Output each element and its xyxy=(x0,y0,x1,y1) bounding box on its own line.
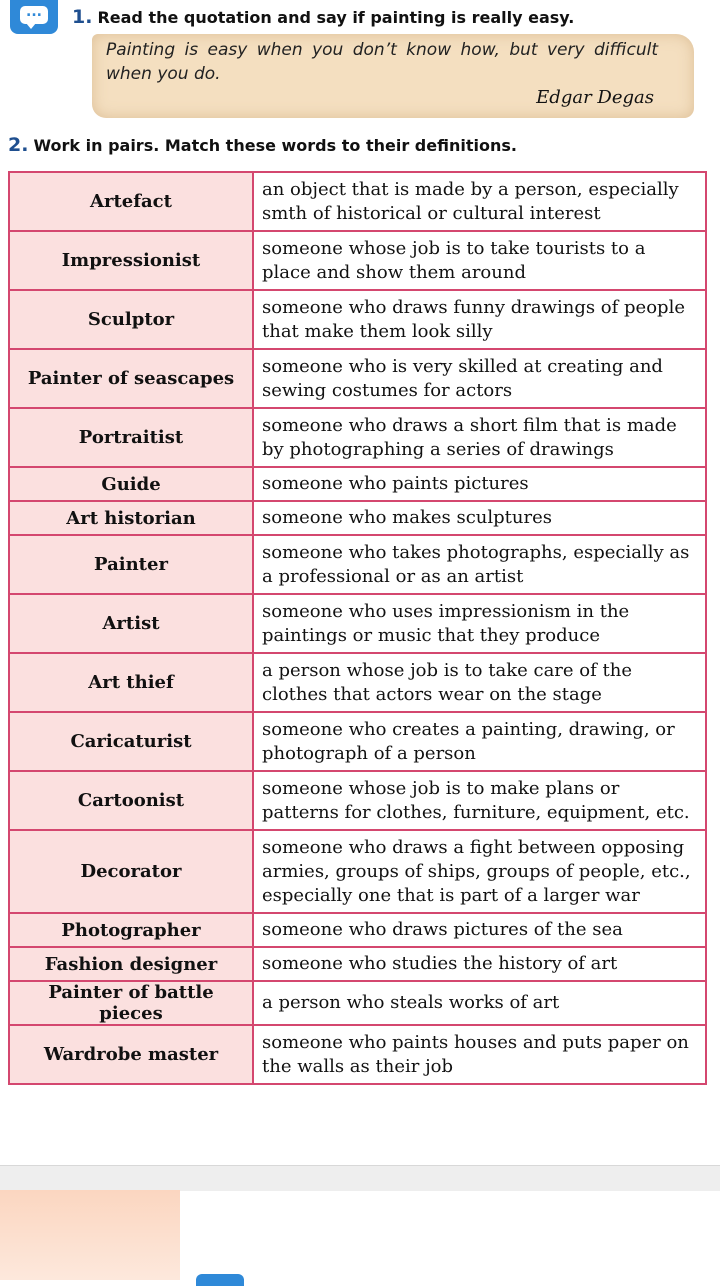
task-1-number: 1. xyxy=(72,6,93,28)
table-row xyxy=(9,172,706,231)
definition-cell: someone who creates a painting, drawing, or photograph of a person xyxy=(253,712,706,771)
definition-cell: someone who makes sculptures xyxy=(253,501,706,535)
definition-cell: an object that is made by a person, especially smth of historical or cultural interest xyxy=(253,172,706,231)
word-cell: Photographer xyxy=(9,913,253,947)
task-1-text: Read the quotation and say if painting is really easy. xyxy=(97,8,575,27)
word-cell: Portraitist xyxy=(9,408,253,467)
table-row xyxy=(9,467,706,501)
word-cell: Fashion designer xyxy=(9,947,253,981)
chat-bubble-icon[interactable]: ... xyxy=(10,0,58,34)
table-row xyxy=(9,913,706,947)
word-cell: Decorator xyxy=(9,830,253,913)
word-cell: Painter xyxy=(9,535,253,594)
word-cell: Art historian xyxy=(9,501,253,535)
definition-cell: someone who takes photographs, especially as a professional or as an artist xyxy=(253,535,706,594)
quote-card xyxy=(92,34,694,118)
word-cell: Art thief xyxy=(9,653,253,712)
definition-cell: someone whose job is to make plans or patterns for clothes, furniture, equipment, etc. xyxy=(253,771,706,830)
definition-cell: someone who paints houses and puts paper on the walls as their job xyxy=(253,1025,706,1084)
quote-text: Painting is easy when you don’t know how, but very difficult when you do. xyxy=(106,40,658,84)
content-divider xyxy=(0,1165,720,1191)
table-row xyxy=(9,535,706,594)
definition-cell: someone who draws pictures of the sea xyxy=(253,913,706,947)
word-cell: Artefact xyxy=(9,172,253,231)
word-cell: Caricaturist xyxy=(9,712,253,771)
word-cell: Impressionist xyxy=(9,231,253,290)
word-cell: Cartoonist xyxy=(9,771,253,830)
table-row xyxy=(9,981,706,1025)
task-2-number: 2. xyxy=(8,134,29,156)
matching-table xyxy=(8,171,707,1085)
definition-cell: someone who draws a short film that is made by photographing a series of drawings xyxy=(253,408,706,467)
definition-cell: someone whose job is to take tourists to a place and show them around xyxy=(253,231,706,290)
task-2-text: Work in pairs. Match these words to their definitions. xyxy=(33,136,517,155)
task-1-instruction xyxy=(72,6,574,28)
table-row xyxy=(9,501,706,535)
definition-cell: someone who is very skilled at creating and sewing costumes for actors xyxy=(253,349,706,408)
word-cell: Painter of seascapes xyxy=(9,349,253,408)
definition-cell: someone who uses impressionism in the paintings or music that they produce xyxy=(253,594,706,653)
word-cell: Sculptor xyxy=(9,290,253,349)
definition-cell: someone who draws funny drawings of people that make them look silly xyxy=(253,290,706,349)
table-row xyxy=(9,653,706,712)
definition-cell: someone who paints pictures xyxy=(253,467,706,501)
next-content-card[interactable] xyxy=(0,1190,180,1280)
table-row xyxy=(9,947,706,981)
table-row xyxy=(9,1025,706,1084)
word-cell: Artist xyxy=(9,594,253,653)
word-cell: Guide xyxy=(9,467,253,501)
definition-cell: someone who draws a fight between opposing armies, groups of ships, groups of people, etc., especially one that is part of a larger war xyxy=(253,830,706,913)
table-row xyxy=(9,594,706,653)
table-row xyxy=(9,408,706,467)
definition-cell: a person whose job is to take care of the clothes that actors wear on the stage xyxy=(253,653,706,712)
table-row xyxy=(9,771,706,830)
table-row xyxy=(9,830,706,913)
table-row xyxy=(9,290,706,349)
quote-author: Edgar Degas xyxy=(536,87,654,108)
table-row xyxy=(9,712,706,771)
table-row xyxy=(9,231,706,290)
task-2-instruction xyxy=(8,134,517,156)
word-cell: Wardrobe master xyxy=(9,1025,253,1084)
next-content-button[interactable] xyxy=(196,1274,244,1286)
table-row xyxy=(9,349,706,408)
definition-cell: someone who studies the history of art xyxy=(253,947,706,981)
word-cell: Painter of battle pieces xyxy=(9,981,253,1025)
definition-cell: a person who steals works of art xyxy=(253,981,706,1025)
